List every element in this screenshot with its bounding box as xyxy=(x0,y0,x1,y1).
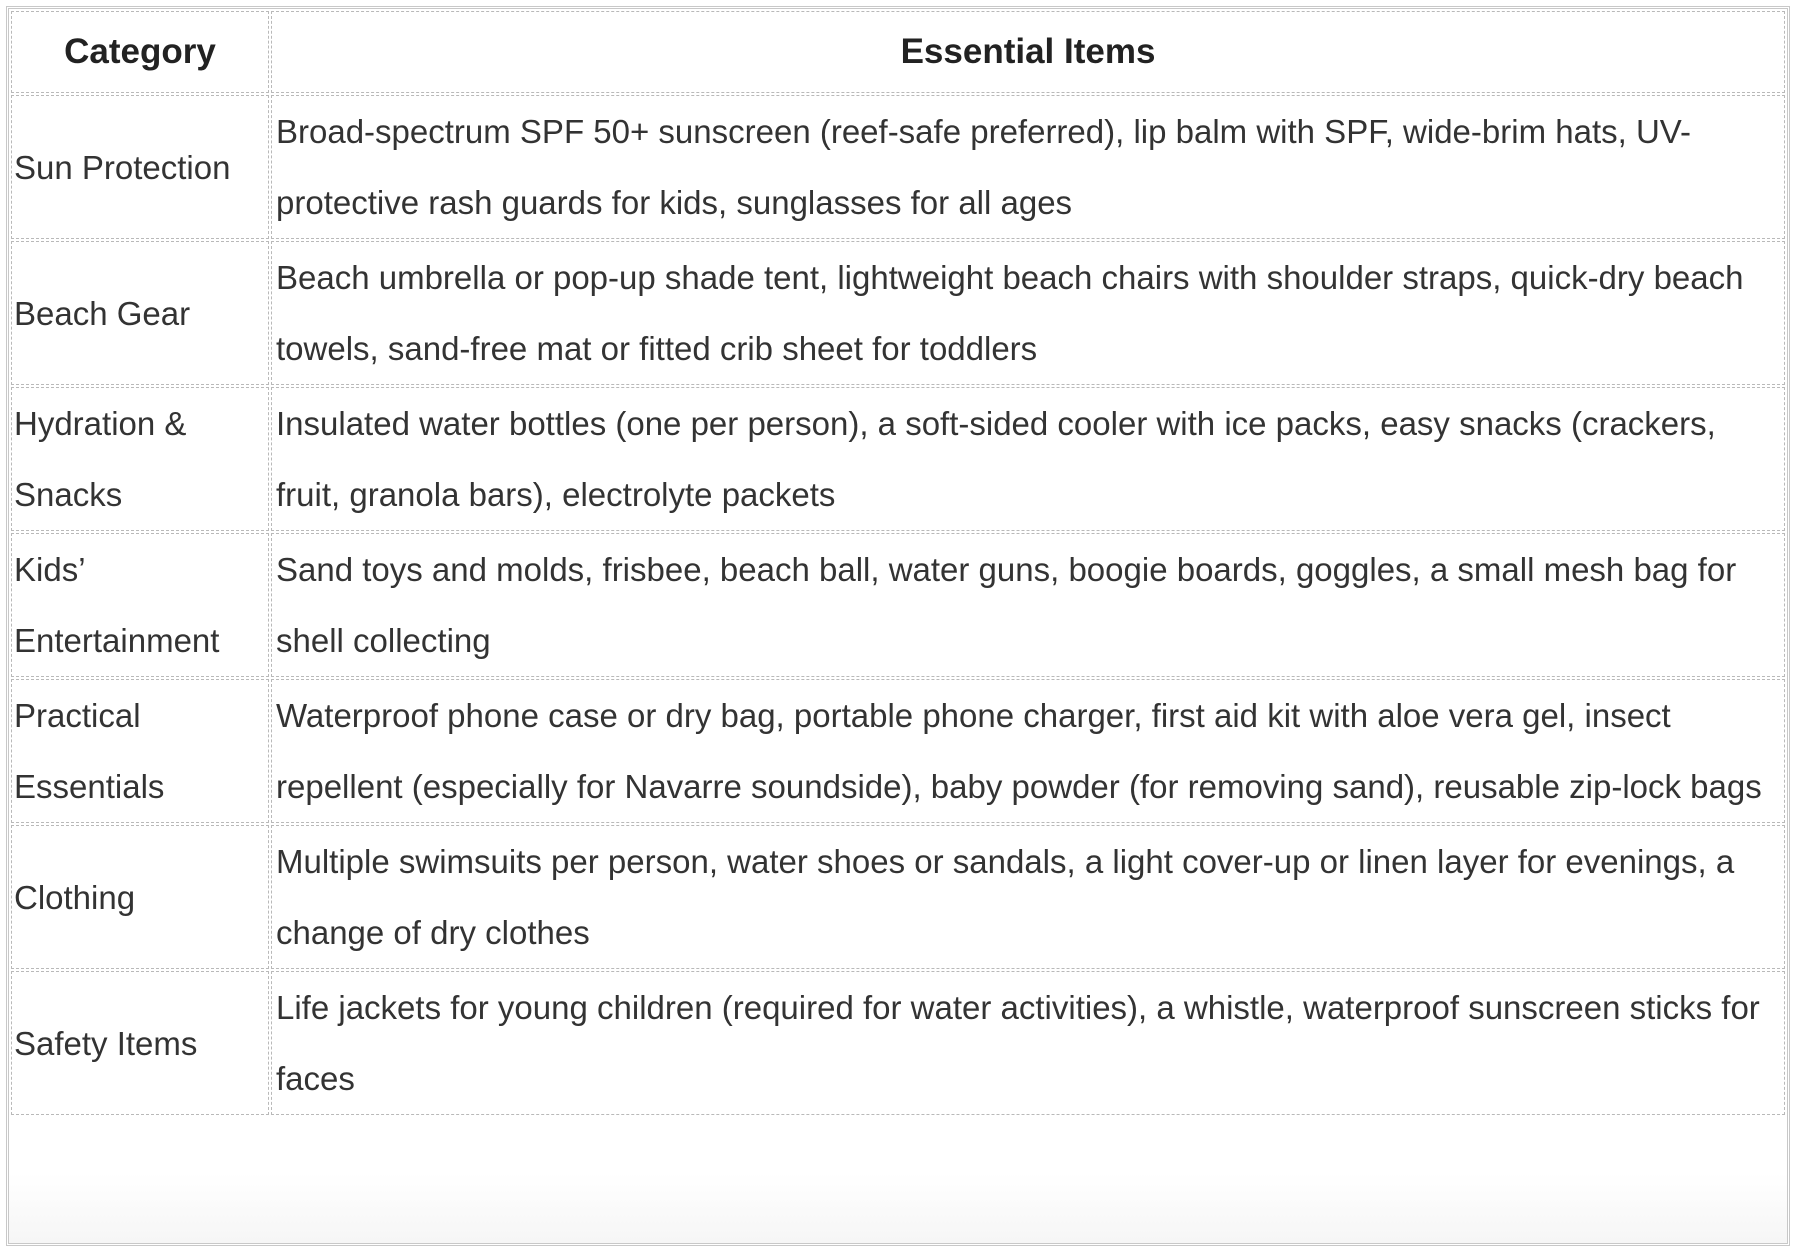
table-row xyxy=(11,241,1785,385)
items-cell: Waterproof phone case or dry bag, portable phone charger, first aid kit with aloe vera gel, insect repellent (especially for Navarre soundside), baby powder (for removing sand), reusable zip-lock bags xyxy=(271,679,1785,823)
table-header-row xyxy=(11,11,1785,93)
table-row xyxy=(11,533,1785,677)
column-header-essential-items: Essential Items xyxy=(271,11,1785,93)
category-cell: Clothing xyxy=(11,825,269,969)
items-cell: Multiple swimsuits per person, water shoes or sandals, a light cover-up or linen layer for evenings, a change of dry clothes xyxy=(271,825,1785,969)
packing-table-frame xyxy=(6,6,1790,1246)
bottom-fade-overlay xyxy=(9,1173,1787,1243)
table-row xyxy=(11,387,1785,531)
column-header-category: Category xyxy=(11,11,269,93)
category-cell: Practical Essentials xyxy=(11,679,269,823)
category-cell: Sun Protection xyxy=(11,95,269,239)
items-cell: Broad-spectrum SPF 50+ sunscreen (reef-safe preferred), lip balm with SPF, wide-brim hats, UV-protective rash guards for kids, sunglasses for all ages xyxy=(271,95,1785,239)
items-cell: Insulated water bottles (one per person), a soft-sided cooler with ice packs, easy snacks (crackers, fruit, granola bars), electrolyte packets xyxy=(271,387,1785,531)
table-row xyxy=(11,679,1785,823)
category-cell: Beach Gear xyxy=(11,241,269,385)
table-row xyxy=(11,825,1785,969)
packing-list-table xyxy=(9,9,1787,1117)
table-row xyxy=(11,971,1785,1115)
table-row xyxy=(11,95,1785,239)
items-cell: Life jackets for young children (required for water activities), a whistle, waterproof sunscreen sticks for faces xyxy=(271,971,1785,1115)
category-cell: Safety Items xyxy=(11,971,269,1115)
items-cell: Sand toys and molds, frisbee, beach ball, water guns, boogie boards, goggles, a small mesh bag for shell collecting xyxy=(271,533,1785,677)
category-cell: Hydration & Snacks xyxy=(11,387,269,531)
category-cell: Kids’ Entertainment xyxy=(11,533,269,677)
items-cell: Beach umbrella or pop-up shade tent, lightweight beach chairs with shoulder straps, quick-dry beach towels, sand-free mat or fitted crib sheet for toddlers xyxy=(271,241,1785,385)
